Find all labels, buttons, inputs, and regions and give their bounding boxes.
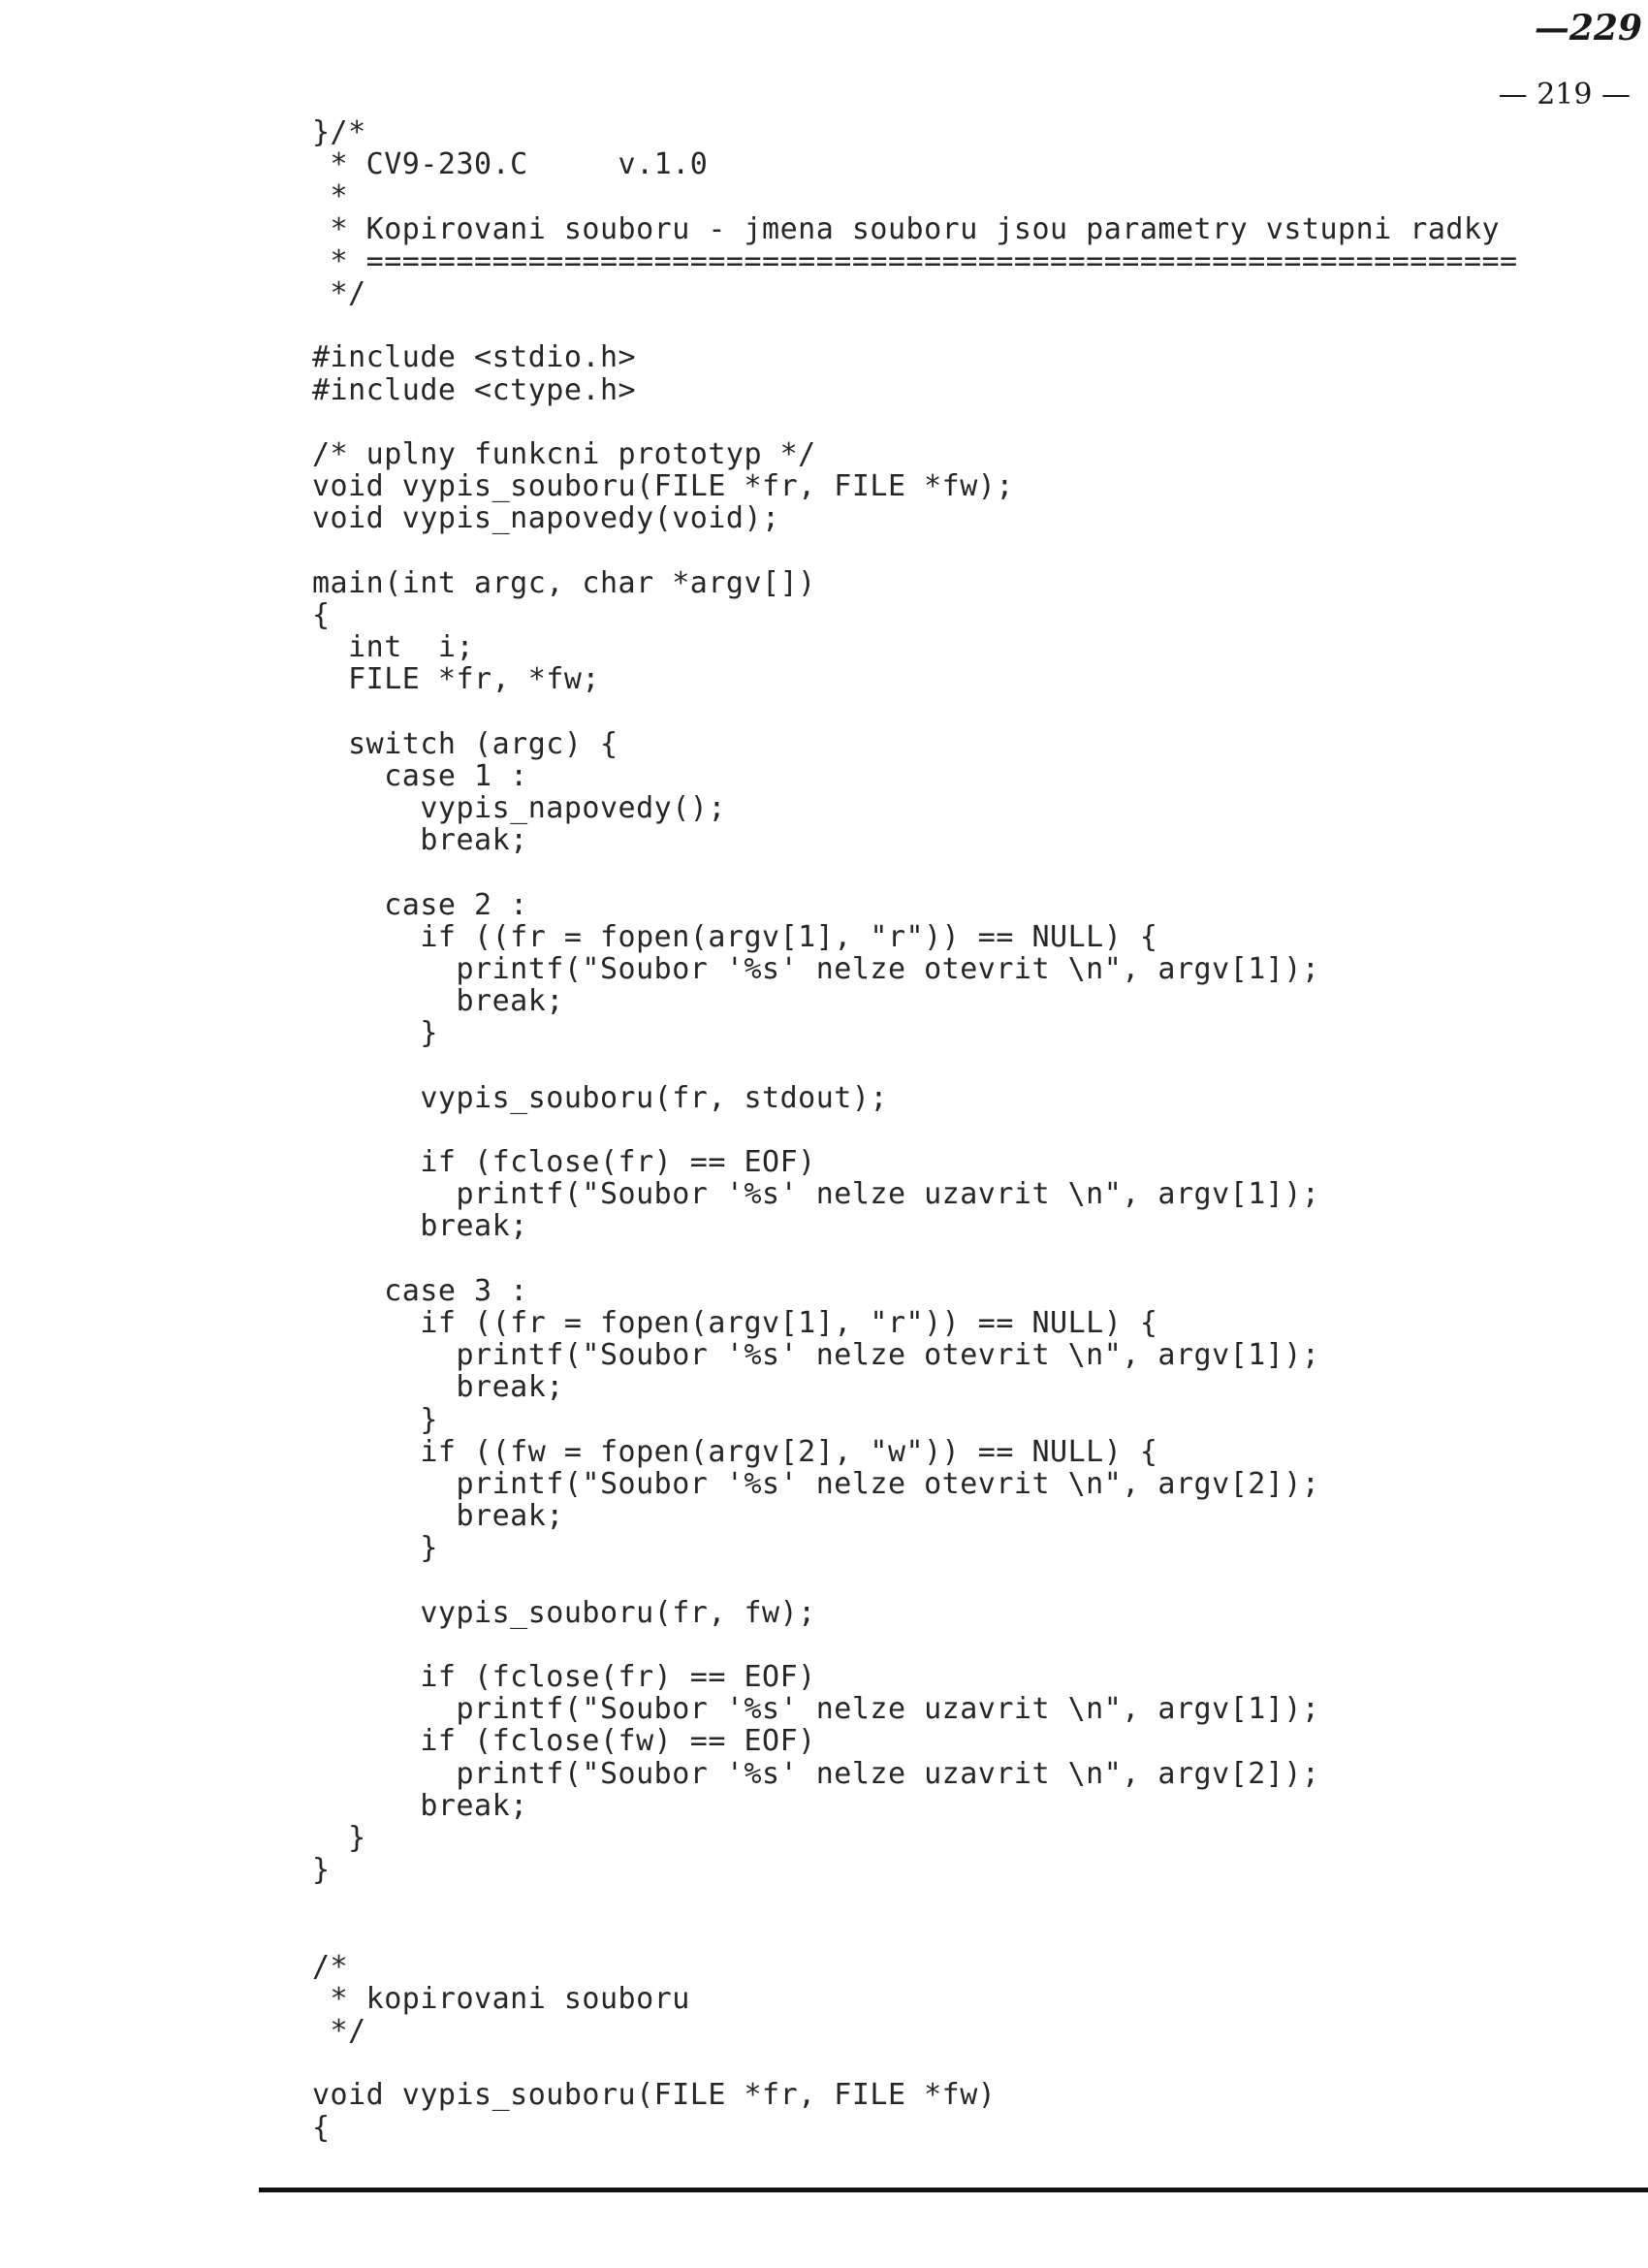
code-line: }	[312, 1820, 366, 1855]
code-line: * kopirovani souboru	[312, 1981, 690, 2016]
code-line: void vypis_souboru(FILE *fr, FILE *fw)	[312, 2078, 997, 2113]
code-line: void vypis_souboru(FILE *fr, FILE *fw);	[312, 469, 1014, 504]
code-line	[312, 406, 1518, 438]
code-line: main(int argc, char *argv[])	[312, 565, 816, 600]
code-line: case 2 :	[312, 887, 528, 922]
code-line: if ((fr = fopen(argv[1], "r")) == NULL) {	[312, 1305, 1158, 1340]
code-line: break;	[312, 1370, 564, 1405]
code-line: if (fclose(fr) == EOF)	[312, 1145, 816, 1179]
code-line: FILE *fr, *fw;	[312, 662, 600, 697]
code-line: printf("Soubor '%s' nelze uzavrit \n", argv[1]);	[312, 1177, 1320, 1212]
footer-rule	[259, 2188, 1648, 2192]
code-line	[312, 1564, 1518, 1596]
code-line: #include <ctype.h>	[312, 372, 637, 407]
code-line: printf("Soubor '%s' nelze otevrit \n", argv[1]);	[312, 951, 1320, 986]
code-line	[312, 856, 1518, 888]
code-line: case 1 :	[312, 758, 528, 793]
code-line: /* uplny funkcni prototyp */	[312, 436, 816, 471]
code-line: break;	[312, 1788, 528, 1823]
code-line: #include <stdio.h>	[312, 340, 637, 375]
code-line: printf("Soubor '%s' nelze uzavrit \n", argv[1]);	[312, 1692, 1320, 1727]
code-listing	[312, 116, 1518, 2144]
code-line: printf("Soubor '%s' nelze otevrit \n", argv[1]);	[312, 1338, 1320, 1373]
code-line: vypis_napovedy();	[312, 790, 726, 825]
code-line: /*	[312, 1949, 349, 1984]
code-line: break;	[312, 1499, 564, 1534]
code-line: void vypis_napovedy(void);	[312, 501, 780, 536]
code-line: * CV9-230.C v.1.0	[312, 147, 709, 182]
code-line: break;	[312, 823, 528, 858]
code-line: printf("Soubor '%s' nelze uzavrit \n", argv[2]);	[312, 1756, 1320, 1791]
code-line: printf("Soubor '%s' nelze otevrit \n", argv[2]);	[312, 1466, 1320, 1501]
code-line	[312, 534, 1518, 566]
code-line: }	[312, 1853, 331, 1888]
code-line: if (fclose(fr) == EOF)	[312, 1660, 816, 1694]
code-line: vypis_souboru(fr, fw);	[312, 1595, 816, 1630]
code-line: break;	[312, 1209, 528, 1244]
code-line	[312, 695, 1518, 727]
code-line: {	[312, 2110, 331, 2145]
printed-page-number: — 219 —	[1498, 78, 1631, 112]
code-line: }	[312, 1402, 438, 1437]
code-line: {	[312, 597, 331, 632]
code-line: case 3 :	[312, 1273, 528, 1308]
code-line: }	[312, 1016, 438, 1051]
code-line	[312, 1114, 1518, 1146]
code-line	[312, 309, 1518, 341]
code-line: }/*	[312, 115, 366, 149]
code-line	[312, 1243, 1518, 1275]
code-line: */	[312, 2014, 366, 2049]
code-line	[312, 1049, 1518, 1081]
code-line	[312, 1629, 1518, 1661]
code-line: vypis_souboru(fr, stdout);	[312, 1080, 888, 1115]
handwritten-page-number: —229	[1534, 8, 1642, 48]
code-line: */	[312, 275, 366, 310]
code-line: if ((fw = fopen(argv[2], "w")) == NULL) {	[312, 1434, 1158, 1469]
code-line: *	[312, 179, 349, 214]
code-line	[312, 1919, 1518, 1951]
code-line: * Kopirovani souboru - jmena souboru jsou parametry vstupni radky	[312, 211, 1501, 246]
code-line: int i;	[312, 630, 475, 664]
code-line: if (fclose(fw) == EOF)	[312, 1724, 816, 1759]
code-line	[312, 2047, 1518, 2079]
code-line: switch (argc) {	[312, 726, 618, 761]
code-line: * ================================================================	[312, 243, 1518, 278]
code-line: if ((fr = fopen(argv[1], "r")) == NULL) {	[312, 919, 1158, 954]
code-line: break;	[312, 984, 564, 1019]
code-line: }	[312, 1531, 438, 1566]
code-line	[312, 1886, 1518, 1918]
